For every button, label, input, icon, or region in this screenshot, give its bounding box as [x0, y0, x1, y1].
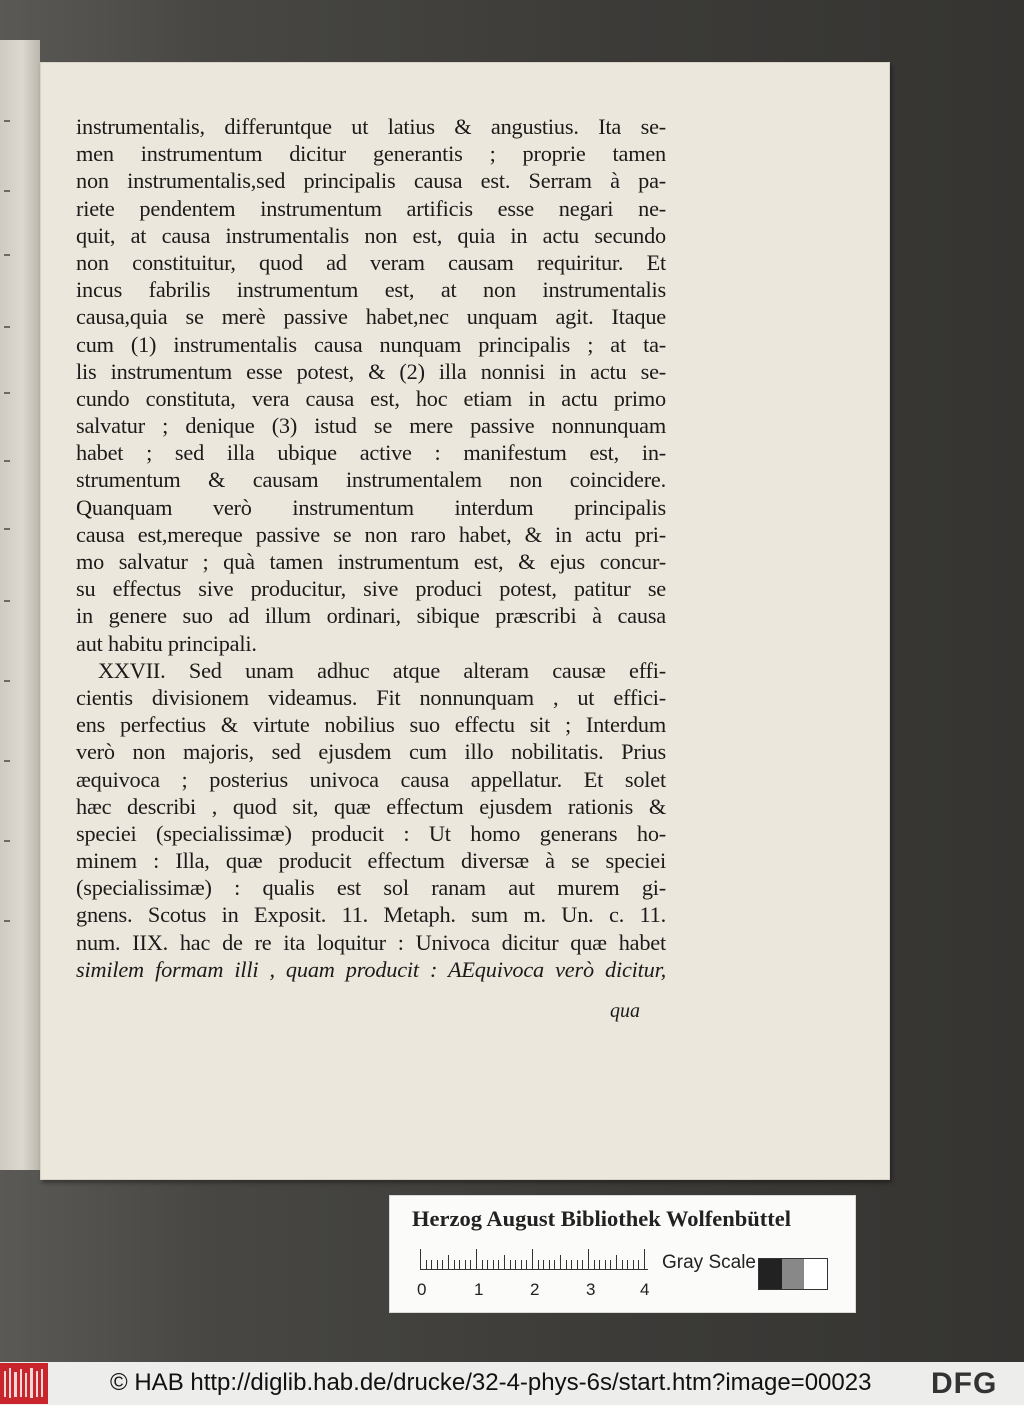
ruler-tick	[644, 1249, 645, 1269]
ruler-tick	[543, 1260, 544, 1269]
ruler-number: 2	[530, 1280, 540, 1299]
dfg-logo: DFG	[931, 1367, 998, 1400]
ruler-tick	[521, 1260, 522, 1269]
ruler-tick	[426, 1260, 427, 1269]
ruler-tick	[549, 1260, 550, 1269]
text-line: ens perfectius & virtute nobilius suo effectu sit ; Interdum	[76, 712, 666, 738]
footer-bar	[0, 1362, 1024, 1405]
text-line: XXVII. Sed unam adhuc atque alteram causæ effi-	[98, 657, 666, 683]
text-line: speciei (specialissimæ) producit : Ut homo generans ho-	[76, 820, 666, 846]
text-line: causa est,mereque passive se non raro habet, & in actu pri-	[76, 521, 666, 547]
text-line: (specialissimæ) : qualis est sol ranam aut murem gi-	[76, 875, 666, 901]
text-line: similem formam illi , quam producit : AEquivoca verò dicitur,	[76, 956, 666, 982]
gray-swatch	[782, 1259, 805, 1289]
gray-scale-label: Gray Scale	[662, 1252, 756, 1273]
text-line: verò non majoris, sed ejusdem cum illo nobilitatis. Prius	[76, 739, 666, 765]
page-text	[76, 113, 666, 983]
text-line: salvatur ; denique (3) istud se mere passive nonnunquam	[76, 413, 666, 439]
ruler-tick	[560, 1255, 561, 1269]
ruler-number: 1	[474, 1280, 484, 1299]
gray-scale-swatches	[758, 1258, 828, 1290]
ruler-tick	[599, 1260, 600, 1269]
text-line: cientis divisionem videamus. Fit nonnunquam , ut effici-	[76, 684, 666, 710]
ruler-number: 4	[640, 1280, 650, 1299]
gray-swatch	[759, 1259, 782, 1289]
ruler-tick	[448, 1255, 449, 1269]
text-line: gnens. Scotus in Exposit. 11. Metaph. sum m. Un. c. 11.	[76, 902, 666, 928]
catchword: qua	[610, 1000, 640, 1022]
text-line: men instrumentum dicitur generantis ; proprie tamen	[76, 141, 666, 167]
text-line: incus fabrilis instrumentum est, at non instrumentalis	[76, 277, 666, 303]
ruler-tick	[627, 1260, 628, 1269]
ruler-tick	[476, 1249, 477, 1269]
ruler-tick	[605, 1260, 606, 1269]
text-line: causa,quia se merè passive habet,nec unquam agit. Itaque	[76, 304, 666, 330]
text-line: cundo constituta, vera causa est, hoc etiam in actu primo	[76, 385, 666, 411]
ruler-tick	[526, 1260, 527, 1269]
ruler-tick	[504, 1255, 505, 1269]
ruler-tick	[588, 1249, 589, 1269]
ruler-tick	[431, 1260, 432, 1269]
text-line: num. IIX. hac de re ita loquitur : Univoca dicitur quæ habet	[76, 929, 666, 955]
text-line: habet ; sed illa ubique active : manifestum est, in-	[76, 440, 666, 466]
ruler-tick	[515, 1260, 516, 1269]
text-line: instrumentalis, differuntque ut latius & angustius. Ita se-	[76, 114, 666, 139]
ruler-tick	[582, 1260, 583, 1269]
text-line: strumentum & causam instrumentalem non coincidere.	[76, 467, 666, 493]
text-line: mo salvatur ; quà tamen instrumentum est, & ejus concur-	[76, 549, 666, 574]
previous-page-edge	[0, 40, 40, 1170]
text-line: cum (1) instrumentalis causa nunquam principalis ; at ta-	[76, 331, 666, 357]
text-line: Quanquam verò instrumentum interdum principalis	[76, 494, 666, 520]
ruler-tick	[487, 1260, 488, 1269]
ruler	[420, 1249, 648, 1270]
library-color-target	[389, 1195, 856, 1313]
hab-logo-icon	[0, 1363, 48, 1404]
ruler-tick	[594, 1260, 595, 1269]
copyright-url: © HAB http://diglib.hab.de/drucke/32-4-phys-6s/start.htm?image=00023	[110, 1369, 872, 1396]
text-line: hæc describi , quod sit, quæ effectum ejusdem rationis &	[76, 793, 666, 819]
ruler-tick	[577, 1260, 578, 1269]
ruler-tick	[571, 1260, 572, 1269]
text-line: in genere suo ad illum ordinari, sibique præscribi à causa	[76, 603, 666, 629]
ruler-tick	[610, 1260, 611, 1269]
text-line: non instrumentalis,sed principalis causa est. Serram à pa-	[76, 168, 666, 194]
text-line: su effectus sive producitur, sive produci potest, patitur se	[76, 576, 666, 602]
ruler-tick	[420, 1249, 421, 1269]
ruler-number: 0	[417, 1280, 427, 1299]
text-line: non constituitur, quod ad veram causam requiritur. Et	[76, 249, 666, 275]
ruler-tick	[532, 1249, 533, 1269]
ruler-tick	[442, 1260, 443, 1269]
ruler-tick	[482, 1260, 483, 1269]
library-name: Herzog August Bibliothek Wolfenbüttel	[412, 1206, 791, 1231]
ruler-tick	[510, 1260, 511, 1269]
ruler-tick	[465, 1260, 466, 1269]
ruler-tick	[538, 1260, 539, 1269]
text-line: lis instrumentum esse potest, & (2) illa nonnisi in actu se-	[76, 358, 666, 384]
ruler-tick	[622, 1260, 623, 1269]
ruler-number: 3	[586, 1280, 596, 1299]
ruler-tick	[616, 1255, 617, 1269]
ruler-tick	[470, 1260, 471, 1269]
text-line: minem : Illa, quæ producit effectum diversæ à se speciei	[76, 848, 666, 874]
ruler-tick	[566, 1260, 567, 1269]
text-line: quit, at causa instrumentalis non est, quia in actu secundo	[76, 222, 666, 248]
ruler-tick	[459, 1260, 460, 1269]
text-line: æquivoca ; posterius univoca causa appellatur. Et solet	[76, 766, 666, 792]
ruler-tick	[554, 1260, 555, 1269]
gray-swatch	[804, 1259, 827, 1289]
ruler-tick	[638, 1260, 639, 1269]
ruler-tick	[437, 1260, 438, 1269]
ruler-tick	[454, 1260, 455, 1269]
ruler-tick	[498, 1260, 499, 1269]
text-line: riete pendentem instrumentum artificis esse negari ne-	[76, 195, 666, 221]
ruler-tick	[493, 1260, 494, 1269]
text-line: aut habitu principali.	[76, 630, 257, 656]
ruler-tick	[633, 1260, 634, 1269]
